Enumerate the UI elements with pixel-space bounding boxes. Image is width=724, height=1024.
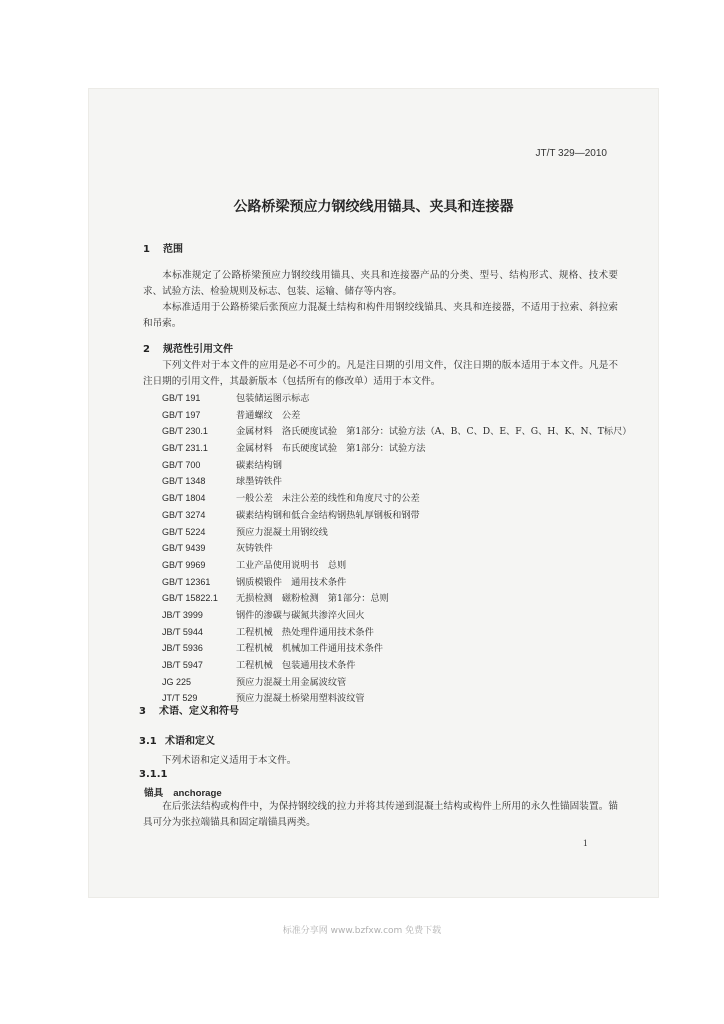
reference-code: GB/T 1804 [162, 493, 206, 504]
section-number: 2 [143, 344, 150, 355]
reference-title: 工程机械 机械加工件通用技术条件 [236, 643, 383, 655]
reference-item [162, 624, 631, 641]
reference-title: 工程机械 包装通用技术条件 [236, 660, 356, 671]
section-1-heading [143, 240, 183, 255]
page-number: 1 [583, 838, 588, 848]
reference-item [162, 640, 631, 657]
reference-title: 预应力混凝土用钢绞线 [236, 526, 328, 538]
reference-item [162, 557, 631, 574]
section-number: 3 [139, 706, 146, 717]
reference-code: GB/T 9969 [162, 559, 206, 570]
reference-title: 工业产品使用说明书 总则 [236, 559, 347, 571]
reference-item [162, 407, 631, 424]
reference-title: 碳素结构钢和低合金结构钢热轧厚钢板和钢带 [236, 509, 420, 521]
reference-title: 金属材料 洛氏硬度试验 第1部分：试验方法（A、B、C、D、E、F、G、H、K、N、T标尺） [236, 426, 632, 438]
reference-title: 球墨铸铁件 [236, 476, 282, 488]
reference-title: 钢质模锻件 通用技术条件 [236, 576, 347, 588]
reference-code: JG 225 [162, 676, 192, 687]
reference-item [162, 524, 631, 541]
section-title: 术语、定义和符号 [159, 706, 239, 717]
reference-item [162, 473, 631, 490]
reference-code: GB/T 700 [162, 459, 201, 470]
section-title: 术语和定义 [165, 736, 215, 747]
scope-paragraph-2: 本标准适用于公路桥梁后张预应力混凝土结构和构件用钢绞线锚具、夹具和连接器，不适用于拉索、斜拉索和吊索。 [143, 302, 618, 329]
reference-code: GB/T 231.1 [162, 443, 208, 454]
reference-code: GB/T 5224 [162, 526, 206, 537]
reference-item [162, 657, 631, 674]
site-watermark: 标准分享网 www.bzfxw.com 免费下载 [282, 926, 442, 936]
reference-item [162, 507, 631, 524]
reference-item [162, 440, 631, 457]
reference-item [162, 457, 631, 474]
section-title: 范围 [163, 244, 183, 255]
reference-code: JB/T 5944 [162, 626, 203, 637]
reference-title: 工程机械 热处理件通用技术条件 [236, 626, 374, 638]
reference-code: GB/T 191 [162, 393, 201, 403]
reference-code: GB/T 9439 [162, 543, 206, 554]
reference-code: GB/T 3274 [162, 509, 206, 520]
reference-title: 普通螺纹 公差 [236, 409, 301, 421]
anchorage-definition: 在后张法结构或构件中，为保持钢绞线的拉力并将其传递到混凝土结构或构件上所用的永久性锚固装置。锚具可分为张拉端锚具和固定端锚具两类。 [143, 801, 618, 828]
section-title: 规范性引用文件 [163, 344, 233, 355]
reference-title: 碳素结构钢 [236, 459, 282, 471]
section-number: 3.1 [139, 736, 157, 747]
reference-code: JT/T 529 [162, 693, 198, 704]
document-title: 公路桥梁预应力钢绞线用锚具、夹具和连接器 [233, 199, 514, 215]
reference-title: 预应力混凝土用金属波纹管 [236, 676, 347, 688]
term-chinese: 锚具 [144, 788, 164, 799]
term-english: anchorage [173, 788, 222, 799]
reference-title: 灰铸铁件 [236, 543, 273, 555]
section-2-heading [143, 340, 233, 355]
reference-item [162, 390, 631, 407]
reference-code: GB/T 12361 [162, 576, 211, 587]
section-3-heading [139, 702, 239, 717]
reference-item [162, 423, 631, 440]
reference-code: GB/T 15822.1 [162, 593, 218, 604]
reference-item [162, 540, 631, 557]
reference-list [162, 390, 631, 707]
section-3-1-heading [139, 732, 215, 747]
reference-code: JB/T 3999 [162, 609, 203, 620]
reference-title: 金属材料 布氏硬度试验 第1部分：试验方法 [236, 443, 426, 455]
term-entry [144, 785, 222, 799]
reference-item [162, 590, 631, 607]
reference-code: JB/T 5947 [162, 660, 203, 670]
reference-code: GB/T 230.1 [162, 426, 208, 437]
scanned-page [88, 88, 659, 898]
normative-references-intro: 下列文件对于本文件的应用是必不可少的。凡是注日期的引用文件，仅注日期的版本适用于本文件。凡是不注日期的引用文件，其最新版本（包括所有的修改单）适用于本文件。 [143, 360, 618, 387]
section-number: 1 [143, 244, 150, 255]
reference-title: 预应力混凝土桥梁用塑料波纹管 [236, 693, 365, 705]
terms-intro: 下列术语和定义适用于本文件。 [162, 755, 297, 766]
reference-code: GB/T 197 [162, 409, 201, 420]
reference-title: 一般公差 未注公差的线性和角度尺寸的公差 [236, 493, 420, 505]
reference-code: JB/T 5936 [162, 643, 203, 654]
standard-code: JT/T 329—2010 [535, 148, 607, 159]
reference-title: 包装储运图示标志 [236, 393, 310, 404]
reference-item [162, 674, 631, 691]
scope-paragraph-1: 本标准规定了公路桥梁预应力钢绞线用锚具、夹具和连接器产品的分类、型号、结构形式、规格、技术要求、试验方法、检验规则及标志、包装、运输、储存等内容。 [143, 270, 618, 297]
reference-item [162, 574, 631, 591]
clause-3-1-1-number: 3.1.1 [139, 769, 168, 780]
reference-title: 钢件的渗碳与碳氮共渗淬火回火 [236, 609, 365, 621]
reference-item [162, 490, 631, 507]
reference-item [162, 607, 631, 624]
reference-title: 无损检测 磁粉检测 第1部分：总则 [236, 593, 389, 605]
reference-code: GB/T 1348 [162, 476, 206, 487]
